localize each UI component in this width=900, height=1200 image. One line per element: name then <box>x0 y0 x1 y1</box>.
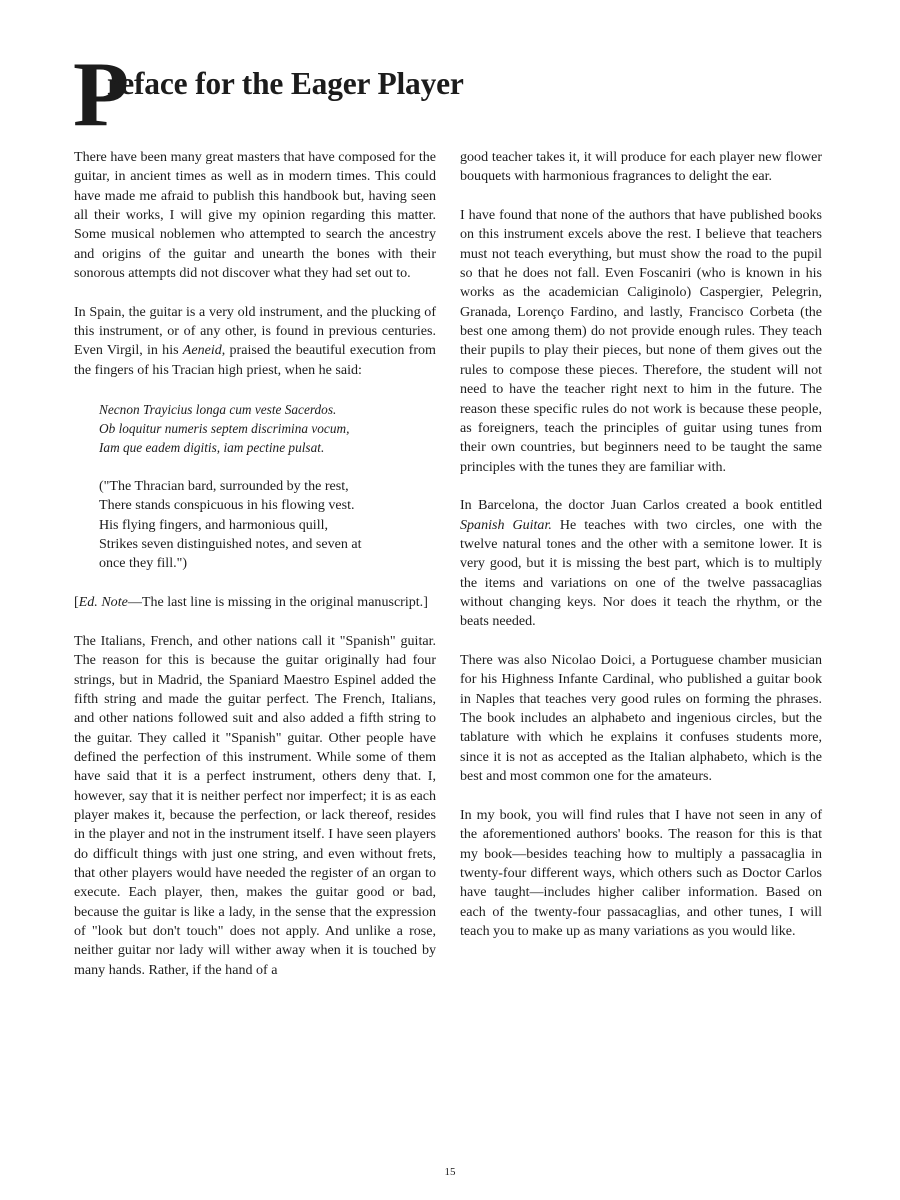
right-column <box>460 148 822 941</box>
page-number: 15 <box>444 1166 456 1178</box>
paragraph-barcelona-text-b: He teaches with two circles, one with the twelve natural tones and the other with a semitone lower. It is very good, but it is missing the best part, which is to multiply the items and variations on one of the twelve passacaglias without changing keys. Nor does it teach the rhythm, or the beats needed. <box>460 516 822 630</box>
latin-line: Necnon Trayicius longa cum veste Sacerdos. <box>99 401 337 417</box>
title-text: reface for the Eager Player <box>107 66 464 101</box>
paragraph-masters: There have been many great masters that have composed for the guitar, in ancient times as well as in modern times. This could have made me afraid to publish this handbook but, having seen all their works, I will give my opinion regarding this matter. Some musical noblemen who attempted to search the ancestry and origins of the guitar and unearth the bones with their sonorous attempts did not discover what they had set out to. <box>74 149 436 282</box>
latin-line: Ob loquitur numeris septem discrimina vocum, <box>99 420 350 436</box>
latin-quote <box>99 400 436 458</box>
book-title-spanish-guitar: Spanish Guitar. <box>460 516 552 533</box>
left-column <box>74 148 436 980</box>
paragraph-spain <box>74 303 436 380</box>
translation-line: His flying fingers, and harmonious quill, <box>99 516 329 533</box>
paragraph-barcelona <box>460 496 822 631</box>
editor-note-text: —The last line is missing in the original manuscript.] <box>127 594 428 611</box>
paragraph-spanish-guitar: The Italians, French, and other nations call it "Spanish" guitar. The reason for this is because the guitar originally had four strings, but in Madrid, the Spaniard Maestro Espinel added the fifth string and made the guitar perfect. The French, Italians, and other nations followed suit and also added a fifth string to the guitar. They called it "Spanish" guitar. Other people have defined the perfection of this instrument. While some of them have said that it is a perfect instrument, others deny that. I, however, say that it is neither perfect nor imperfect; it is as each player makes it, because the perfection, or lack thereof, resides in the player and not in the instrument itself. I have seen players do difficult things with just one string, and even without frets, that other players would have needed the register of an organ to execute. Each player, then, makes the guitar good or bad, because the guitar is like a lady, in the sense that the expression of "look but don't touch" does not apply. And unlike a rose, neither guitar nor lady will wither away when it is touched by many hands. Rather, if the hand of a <box>74 632 436 978</box>
latin-line: Iam que eadem digitis, iam pectine pulsat. <box>99 440 325 456</box>
drop-cap-initial: P <box>73 43 130 145</box>
paragraph-doici: There was also Nicolao Doici, a Portuguese chamber musician for his Highness Infante Cardinal, who published a guitar book in Naples that teaches very good rules on forming the phrases. The book includes an alphabeto and ingenious circles, but the tablature with which he explains it confuses students more, since it is not as accepted as the Italian alphabeto, which is the best and most common one for the amateurs. <box>460 652 822 785</box>
translation-line: There stands conspicuous in his flowing vest. <box>99 497 355 514</box>
page-title <box>73 43 833 145</box>
english-translation <box>99 477 436 574</box>
paragraph-good-teacher: good teacher takes it, it will produce for each player new flower bouquets with harmonious fragrances to delight the ear. <box>460 149 822 185</box>
paragraph-barcelona-text-a: In Barcelona, the doctor Juan Carlos created a book entitled <box>460 497 822 514</box>
editor-note <box>74 593 436 612</box>
editor-note-bracket: [ <box>74 594 79 611</box>
editor-note-label: Ed. Note <box>78 594 128 611</box>
paragraph-spain-text-a: In Spain, the guitar is a very old instrument, and the plucking of this instrument, or of any other, is found in previous centuries. Even Virgil, in his <box>74 303 436 359</box>
translation-line: once they fill.") <box>99 555 188 572</box>
paragraph-spain-text-b: , praised the beautiful execution from the fingers of his Tracian high priest, when he said: <box>74 342 436 378</box>
translation-line: ("The Thracian bard, surrounded by the rest, <box>99 477 349 494</box>
paragraph-authors: I have found that none of the authors that have published books on this instrument excels above the rest. I believe that teachers must not teach everything, but must show the road to the pupil so that he does not fall. Even Foscaniri (who is known in his works as the academician Caliginolo) Caspergier, Pelegrin, Granada, Lorenço Fardino, and lastly, Francisco Corbeta (the best one among them) do not provide enough rules. They teach their pupils to play their pieces, but none of them gives out the rules to compose these pieces. Therefore, the student will not need to have the teacher right next to him in the future. The reason these specific rules do not work is because these people, as foreigners, teach the principles of guitar using tunes from their own countries, but beginners need to be taught the same principles with the tunes they are familiar with. <box>460 207 822 475</box>
aeneid-title: Aeneid <box>182 342 222 359</box>
paragraph-my-book: In my book, you will find rules that I have not seen in any of the aforementioned authors' books. The reason for this is that my book—besides teaching how to multiply a passacaglia in twenty-four different ways, which others such as Doctor Carlos have taught—includes higher caliber information. Based on each of the twenty-four passacaglias, and other tunes, I will teach you to make up as many variations as you would like. <box>460 806 822 939</box>
translation-line: Strikes seven distinguished notes, and seven at <box>99 536 362 553</box>
